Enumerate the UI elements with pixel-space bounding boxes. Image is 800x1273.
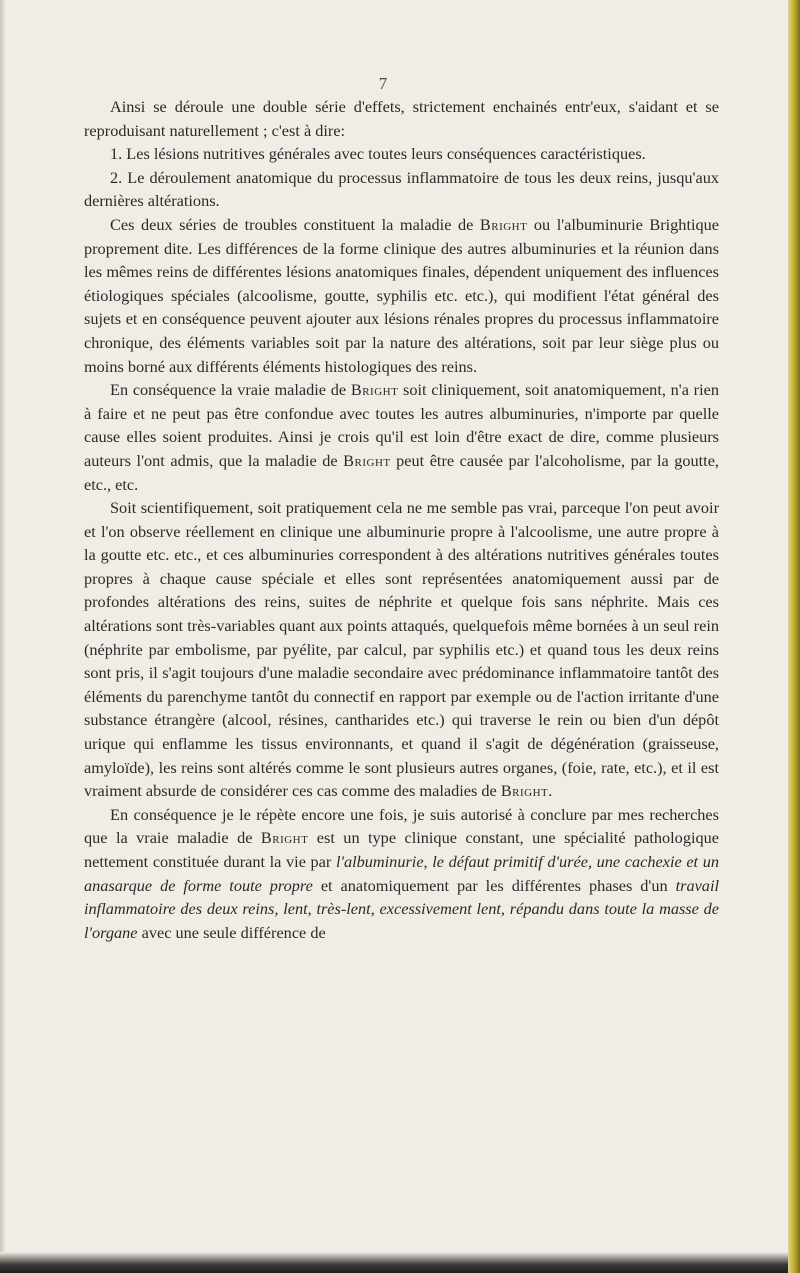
- paragraph: [84, 142, 719, 166]
- paragraph-text: et anatomiquement par les différentes phases d'un: [312, 875, 676, 895]
- book-binding-edge: [788, 0, 800, 1273]
- paragraph-text: En conséquence la vraie maladie de: [110, 380, 351, 400]
- emphasis-text: l'albuminurie, le défaut primitif d'urée, une cachexie et un anasarque de forme toute propre: [84, 852, 719, 895]
- body-text: [84, 95, 719, 944]
- paragraph: [84, 95, 719, 142]
- author-name: Bright: [343, 450, 391, 470]
- paragraph-text: 2. Le déroulement anatomique du processus inflammatoire de tous les deux reins, jusqu'aux dernières altérations.: [84, 167, 719, 211]
- author-name: Bright: [500, 781, 549, 801]
- author-name: Bright: [350, 380, 399, 400]
- paragraph: [84, 166, 719, 213]
- paragraph: [84, 803, 719, 945]
- paragraph: [84, 496, 719, 803]
- paragraph-text: est un type clinique constant, une spécialité pathologique nettement constituée durant la vie par: [84, 828, 719, 871]
- paragraph-text: En conséquence je le répète encore une fois, je suis autorisé à conclure par mes recherches que la vraie maladie de: [84, 804, 719, 848]
- paragraph-text: Ces deux séries de troubles constituent la maladie de: [110, 214, 480, 234]
- paragraph-text: peut être causée par l'alcoholisme, par la goutte, etc., etc.: [84, 450, 719, 494]
- page-left-shadow: [0, 0, 6, 1273]
- page-bottom-shadow: [0, 1252, 788, 1273]
- paragraph-text: 1. Les lésions nutritives générales avec toutes leurs conséquences caractéristiques.: [110, 144, 646, 164]
- paragraph-text: .: [548, 781, 553, 801]
- paragraph-text: avec une seule différence de: [137, 922, 326, 942]
- paragraph-text: Ainsi se déroule une double série d'effets, strictement enchainés entr'eux, s'aidant et se reproduisant naturellement ; c'est à dire:: [84, 97, 719, 140]
- paragraph: [84, 378, 719, 496]
- page-number: 7: [378, 74, 388, 93]
- author-name: Bright: [260, 828, 309, 848]
- paragraph-text: soit cliniquement, soit anatomiquement, n'a rien à faire et ne peut pas être confondue avec toutes les autres albuminuries, n'importe par quelle cause elles soient produites. Ainsi je crois qu'il est loin d'être exact de dire, comme plusieurs auteurs l'ont admis, que la maladie de: [84, 380, 719, 470]
- emphasis-text: travail inflammatoire des deux reins, lent, très-lent, excessivement lent, répandu dans toute la masse de l'organe: [84, 875, 719, 942]
- paragraph-text: ou l'albuminurie Brightique proprement dite. Les différences de la forme clinique des autres albuminuries et la réunion dans les mêmes reins de différentes lésions anatomiques finales, dépendent uniquement des influences étiologiques spéciales (alcoolisme, goutte, syphilis etc. etc.), qui modifient l'état général des sujets et en conséquence peuvent ajouter aux lésions rénales propres du processus inflammatoire chronique, des éléments variables soit par la nature des altérations, soit par leur siège plus ou moins borné aux différents éléments histologiques des reins.: [84, 214, 719, 376]
- paragraph: [84, 213, 719, 378]
- paragraph-text: Soit scientifiquement, soit pratiquement cela ne me semble pas vrai, parceque l'on peut avoir et l'on observe réellement en clinique une albuminurie propre à l'alcoolisme, une autre propre à la goutte etc. etc., et ces albuminuries correspondent à des altérations nutritives générales toutes propres à chaque cause spéciale et elles sont représentées anatomiquement aussi par de profondes altérations des reins, suites de néphrite et quelque fois sans néphrite. Mais ces altérations sont très-variables quant aux points attaqués, quelquefois même bornées à un seul rein (néphrite par embolisme, par pyélite, par calcul, par syphilis etc.) et quand tous les deux reins sont pris, il s'agit toujours d'une maladie secondaire avec prédominance inflammatoire tantôt des éléments du parenchyme tantôt du connectif en rapport par exemple ou de l'action irritante d'une substance étrangère (alcool, résines, cantharides etc.) qui traverse le rein ou bien d'un dépôt urique qui enflamme les tissus environnants, et quand il s'agit de dégénération (graisseuse, amyloïde), les reins sont altérés comme le sont plusieurs autres organes, (foie, rate, etc.), et il est vraiment absurde de considérer ces cas comme des maladies de: [84, 498, 719, 801]
- author-name: Bright: [479, 214, 528, 234]
